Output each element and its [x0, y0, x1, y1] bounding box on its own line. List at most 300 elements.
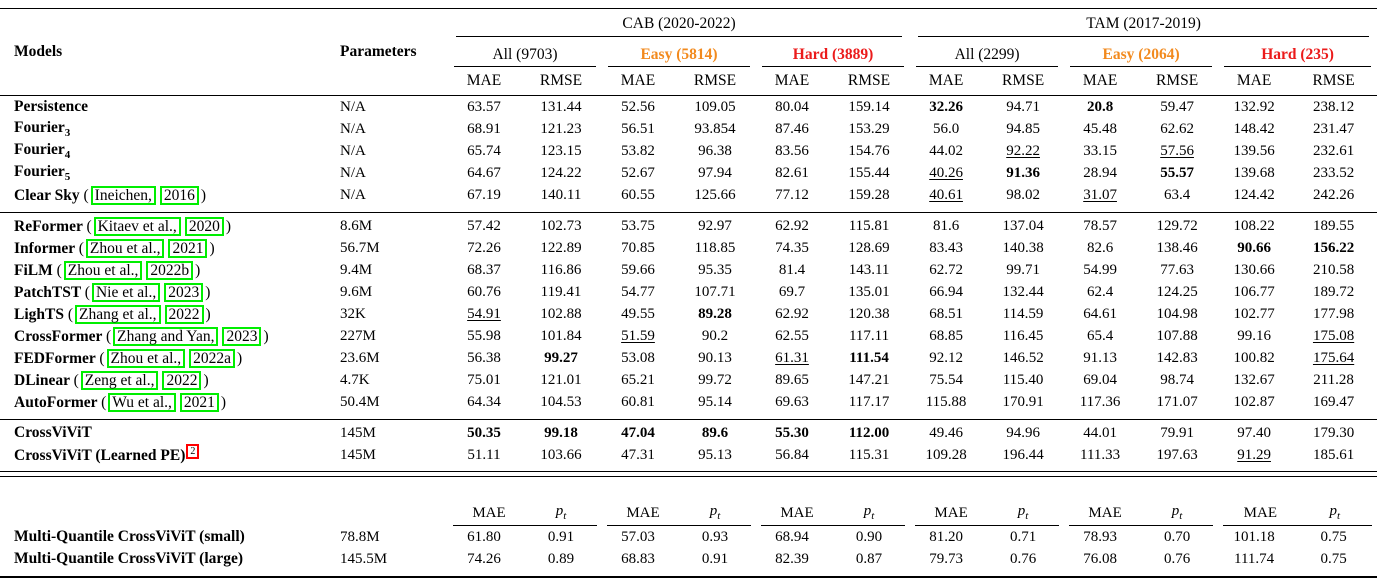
row-fedformer: [0, 347, 1377, 369]
value-cell: 51.11: [467, 446, 501, 463]
value-cell: 130.66: [1233, 261, 1275, 278]
value-cell: 57.42: [467, 217, 501, 234]
value-cell: 197.63: [1156, 446, 1198, 463]
value-cell: 80.04: [775, 98, 809, 115]
parameters-cell: N/A: [340, 120, 366, 137]
value-cell: 0.87: [855, 550, 883, 567]
model-name-cell: [0, 96, 336, 119]
value-cell: 140.38: [1002, 239, 1044, 256]
value-cell: 156.22: [1312, 239, 1355, 256]
model-name-cell: [0, 237, 336, 259]
citation-link-box[interactable]: Zhou et al.,: [86, 239, 165, 258]
value-cell: 109.28: [925, 446, 967, 463]
value-cell: 99.18: [544, 424, 578, 441]
value-cell: 189.55: [1312, 217, 1355, 234]
metric-header-pt: $p_t$: [555, 503, 567, 522]
value-cell: 54.91: [467, 305, 501, 322]
table-body: [0, 96, 1377, 578]
text: ): [225, 217, 231, 235]
value-cell: 81.4: [778, 261, 806, 278]
value-cell: 99.16: [1237, 327, 1271, 344]
value-cell: 68.85: [929, 327, 963, 344]
model-name-cell: [0, 369, 336, 391]
value-cell: 175.08: [1312, 327, 1355, 344]
text: ): [209, 239, 215, 257]
metric-header-mae: MAE: [1064, 67, 1136, 96]
value-cell: 116.45: [1002, 327, 1044, 344]
quantile-metric-header: [1064, 496, 1218, 526]
citation-link-box[interactable]: 2021: [168, 239, 207, 258]
value-cell: 153.29: [848, 120, 890, 137]
value-cell: 103.66: [540, 446, 582, 463]
model-name: CrossViViT: [14, 424, 92, 441]
value-cell: 83.56: [775, 142, 809, 159]
value-cell: 102.87: [1233, 393, 1275, 410]
value-cell: 66.94: [929, 283, 963, 300]
citation-link-box[interactable]: Zhang et al.,: [75, 305, 160, 324]
value-cell: 154.76: [848, 142, 890, 159]
parameters-cell-empty: [336, 496, 448, 526]
value-cell: 147.21: [848, 371, 890, 388]
citation-link-box[interactable]: Zhou et al.,: [64, 261, 143, 280]
citation-link-box[interactable]: 2016: [160, 186, 199, 205]
value-cell: 115.31: [848, 446, 890, 463]
value-cell: 242.26: [1312, 186, 1355, 203]
row-film: [0, 259, 1377, 281]
midrule: [0, 206, 1377, 215]
row-crossvivit-learned-pe: [0, 444, 1377, 466]
citation-link-box[interactable]: 2022: [162, 371, 201, 390]
value-cell: 40.26: [929, 164, 963, 181]
model-name: DLinear: [14, 371, 74, 389]
quantile-metric-header: [448, 496, 602, 526]
row-multi-quantile-crossvivit-large: [0, 548, 1377, 570]
value-cell: 132.92: [1233, 98, 1275, 115]
value-cell: 62.72: [929, 261, 963, 278]
row-patchtst: [0, 281, 1377, 303]
value-cell: 135.01: [848, 283, 890, 300]
metric-header-pt: $p_t$: [709, 503, 721, 522]
model-name: Clear Sky: [14, 186, 84, 204]
model-name: ReFormer: [14, 217, 87, 235]
text: (: [86, 217, 92, 235]
value-cell: 100.82: [1233, 349, 1275, 366]
value-cell: 175.64: [1312, 349, 1355, 366]
results-table: [0, 8, 1377, 578]
parameters-cell: 145.5M: [340, 550, 388, 567]
value-cell: 138.46: [1156, 239, 1198, 256]
text: ): [237, 349, 243, 367]
value-cell: 128.69: [848, 239, 890, 256]
value-cell: 54.99: [1083, 261, 1117, 278]
value-cell: 62.92: [775, 305, 809, 322]
subgroup-header-tam-easy: Easy (2064): [1064, 37, 1218, 67]
value-cell: 94.85: [1006, 120, 1040, 137]
value-cell: 53.82: [621, 142, 655, 159]
value-cell: 98.74: [1160, 371, 1194, 388]
value-cell: 106.77: [1233, 283, 1275, 300]
value-cell: 122.89: [540, 239, 582, 256]
metric-header-mae: MAE: [472, 505, 506, 521]
model-name-cell: [0, 140, 336, 162]
metric-header-rmse: RMSE: [982, 67, 1064, 96]
value-cell: 52.67: [621, 164, 655, 181]
citation-link-box[interactable]: Zhou et al.,: [107, 349, 186, 368]
midrule: [0, 206, 1377, 215]
value-cell: 69.63: [775, 393, 809, 410]
model-name: PatchTST: [14, 283, 85, 301]
group-title-cab: CAB (2020-2022): [622, 15, 736, 32]
value-cell: 140.11: [540, 186, 582, 203]
value-cell: 57.03: [621, 528, 655, 545]
value-cell: 53.08: [621, 349, 655, 366]
parameters-cell: 227M: [340, 327, 376, 344]
spacer: [0, 479, 1377, 496]
citation-link-box[interactable]: Wu et al.,: [108, 393, 176, 412]
metric-header-mae: MAE: [1243, 505, 1277, 521]
value-cell: 78.93: [1083, 528, 1117, 545]
model-name: Informer: [14, 239, 79, 257]
parameters-cell: 145M: [340, 446, 376, 463]
value-cell: 0.71: [1009, 528, 1037, 545]
value-cell: 75.54: [929, 371, 963, 388]
value-cell: 139.56: [1233, 142, 1275, 159]
midrule: [0, 413, 1377, 422]
text: ): [205, 305, 211, 323]
value-cell: 89.65: [775, 371, 809, 388]
citation-link-box[interactable]: 2021: [180, 393, 219, 412]
parameters-cell: 32K: [340, 305, 366, 322]
text: ): [205, 283, 211, 301]
value-cell: 94.96: [1006, 424, 1040, 441]
bottom-spacer: [0, 570, 1377, 577]
quantile-header-row: [0, 496, 1377, 526]
value-cell: 60.76: [467, 283, 501, 300]
value-cell: 63.57: [467, 98, 501, 115]
row-informer: [0, 237, 1377, 259]
value-cell: 107.88: [1156, 327, 1198, 344]
value-cell: 91.13: [1083, 349, 1117, 366]
value-cell: 68.83: [621, 550, 655, 567]
value-cell: 99.27: [544, 349, 578, 366]
text: (: [56, 261, 62, 279]
value-cell: 129.72: [1156, 217, 1198, 234]
parameters-cell: 50.4M: [340, 393, 380, 410]
value-cell: 117.11: [848, 327, 890, 344]
row-autoformer: [0, 391, 1377, 413]
column-header-parameters: Parameters: [336, 9, 448, 96]
subgroup-header-cab-easy: Easy (5814): [602, 37, 756, 67]
value-cell: 52.56: [621, 98, 655, 115]
value-cell: 99.72: [698, 371, 732, 388]
value-cell: 53.75: [621, 217, 655, 234]
metric-header-mae: MAE: [626, 505, 660, 521]
value-cell: 65.21: [621, 371, 655, 388]
value-cell: 95.14: [698, 393, 732, 410]
citation-link-box[interactable]: Ineichen,: [91, 186, 156, 205]
citation-link-box[interactable]: 2022: [165, 305, 204, 324]
value-cell: 170.91: [1002, 393, 1044, 410]
value-cell: 142.83: [1156, 349, 1198, 366]
value-cell: 96.38: [698, 142, 732, 159]
value-cell: 111.74: [1234, 550, 1275, 567]
metric-header-pt: $p_t$: [863, 503, 875, 522]
value-cell: 211.28: [1313, 371, 1354, 388]
value-cell: 92.97: [698, 217, 732, 234]
row-fourier: [0, 162, 1377, 184]
row-persistence: [0, 96, 1377, 119]
text: (: [67, 305, 74, 323]
value-cell: 101.84: [540, 327, 582, 344]
value-cell: 102.73: [540, 217, 582, 234]
value-cell: 125.66: [694, 186, 736, 203]
value-cell: 62.62: [1160, 120, 1194, 137]
value-cell: 49.46: [929, 424, 963, 441]
value-cell: 61.31: [775, 349, 809, 366]
value-cell: 28.94: [1083, 164, 1117, 181]
subgroup-header-tam-hard: Hard (235): [1218, 37, 1377, 67]
text: ): [220, 393, 227, 411]
row-fourier: [0, 118, 1377, 140]
metric-header-mae: MAE: [780, 505, 814, 521]
model-name-cell: [0, 325, 336, 347]
value-cell: 62.4: [1086, 283, 1114, 300]
model-name-subscript: 3: [64, 127, 71, 140]
value-cell: 56.38: [467, 349, 501, 366]
value-cell: 61.80: [467, 528, 501, 545]
value-cell: 82.6: [1086, 239, 1114, 256]
model-name-cell: [0, 422, 336, 444]
row-reformer: [0, 215, 1377, 237]
value-cell: 232.61: [1312, 142, 1355, 159]
text: ): [200, 186, 207, 204]
value-cell: 91.29: [1237, 446, 1271, 463]
value-cell: 0.90: [855, 528, 883, 545]
value-cell: 238.12: [1312, 98, 1355, 115]
parameters-cell: 23.6M: [340, 349, 380, 366]
value-cell: 0.76: [1009, 550, 1037, 567]
value-cell: 102.88: [540, 305, 582, 322]
row-lights: [0, 303, 1377, 325]
value-cell: 69.7: [778, 283, 806, 300]
value-cell: 87.46: [775, 120, 809, 137]
citation-link-box[interactable]: Kitaev et al.,: [94, 217, 181, 236]
group-header-tam: [910, 9, 1377, 38]
value-cell: 70.85: [621, 239, 655, 256]
value-cell: 159.28: [848, 186, 890, 203]
model-name-cell: [0, 303, 336, 325]
value-cell: 78.57: [1083, 217, 1117, 234]
text: (: [84, 283, 90, 301]
value-cell: 0.76: [1163, 550, 1191, 567]
value-cell: 210.58: [1312, 261, 1355, 278]
row-crossformer: [0, 325, 1377, 347]
value-cell: 111.54: [849, 349, 889, 366]
value-cell: 121.23: [540, 120, 582, 137]
value-cell: 93.854: [694, 120, 736, 137]
value-cell: 98.02: [1006, 186, 1040, 203]
value-cell: 185.61: [1312, 446, 1355, 463]
value-cell: 74.35: [775, 239, 809, 256]
value-cell: 112.00: [848, 424, 890, 441]
model-name: FiLM: [14, 261, 57, 279]
value-cell: 118.85: [694, 239, 736, 256]
value-cell: 50.35: [467, 424, 501, 441]
footnote-link-box[interactable]: 2: [186, 444, 199, 459]
model-name: Fourier: [14, 118, 65, 136]
value-cell: 143.11: [848, 261, 890, 278]
quantile-metric-header: [756, 496, 910, 526]
value-cell: 56.0: [932, 120, 960, 137]
value-cell: 44.01: [1083, 424, 1117, 441]
text: (: [101, 393, 107, 411]
value-cell: 68.37: [467, 261, 501, 278]
value-cell: 65.4: [1086, 327, 1114, 344]
value-cell: 81.6: [932, 217, 960, 234]
value-cell: 115.81: [848, 217, 890, 234]
text: ): [263, 327, 269, 345]
row-multi-quantile-crossvivit-small: [0, 526, 1377, 548]
value-cell: 95.13: [698, 446, 732, 463]
row-clear-sky: [0, 184, 1377, 206]
value-cell: 83.43: [929, 239, 963, 256]
value-cell: 115.40: [1002, 371, 1044, 388]
metric-header-mae: MAE: [602, 67, 674, 96]
model-name-cell: [0, 162, 336, 184]
parameters-cell: N/A: [340, 142, 366, 159]
value-cell: 104.53: [540, 393, 582, 410]
metric-header-rmse: RMSE: [828, 67, 910, 96]
spacer: [0, 479, 1377, 496]
value-cell: 148.42: [1233, 120, 1275, 137]
value-cell: 124.22: [540, 164, 582, 181]
value-cell: 231.47: [1312, 120, 1355, 137]
parameters-cell: N/A: [340, 164, 366, 181]
value-cell: 89.6: [701, 424, 729, 441]
model-name: AutoFormer: [14, 393, 102, 411]
value-cell: 90.13: [698, 349, 732, 366]
value-cell: 0.89: [547, 550, 575, 567]
value-cell: 62.55: [775, 327, 809, 344]
citation-link-box[interactable]: Zhang and Yan,: [113, 327, 218, 346]
quantile-metric-header: [1218, 496, 1377, 526]
model-name: Fourier: [14, 140, 65, 158]
value-cell: 0.75: [1320, 528, 1347, 545]
value-cell: 60.81: [621, 393, 655, 410]
text: (: [73, 371, 79, 389]
value-cell: 47.04: [621, 424, 655, 441]
value-cell: 54.77: [621, 283, 655, 300]
value-cell: 0.75: [1320, 550, 1347, 567]
value-cell: 74.26: [467, 550, 501, 567]
value-cell: 123.15: [540, 142, 582, 159]
parameters-cell: 9.6M: [340, 283, 373, 300]
value-cell: 56.51: [621, 120, 655, 137]
value-cell: 33.15: [1083, 142, 1117, 159]
value-cell: 91.36: [1006, 164, 1040, 181]
value-cell: 137.04: [1002, 217, 1044, 234]
value-cell: 124.25: [1156, 283, 1198, 300]
midrule: [0, 413, 1377, 422]
value-cell: 55.98: [467, 327, 501, 344]
value-cell: 55.30: [775, 424, 809, 441]
value-cell: 155.44: [848, 164, 890, 181]
value-cell: 68.94: [775, 528, 809, 545]
citation-link-box[interactable]: 2023: [164, 283, 203, 302]
value-cell: 102.77: [1233, 305, 1275, 322]
value-cell: 171.07: [1156, 393, 1198, 410]
citation-link-box[interactable]: 2020: [185, 217, 224, 236]
value-cell: 45.48: [1083, 120, 1117, 137]
column-header-models: Models: [0, 9, 336, 96]
value-cell: 131.44: [540, 98, 582, 115]
model-name-cell: [0, 259, 336, 281]
value-cell: 107.71: [694, 283, 736, 300]
value-cell: 44.02: [929, 142, 963, 159]
citation-link-box[interactable]: Nie et al.,: [92, 283, 160, 302]
metric-header-pt: $p_t$: [1329, 503, 1341, 522]
text: (: [83, 186, 89, 204]
double-rule: [0, 466, 1377, 479]
citation-link-box[interactable]: 2022a: [189, 349, 235, 368]
model-name: CrossViViT (Learned PE): [14, 447, 186, 465]
model-name-cell: [0, 526, 336, 548]
model-name-cell: [0, 347, 336, 369]
parameters-cell: 78.8M: [340, 528, 380, 545]
model-name: Multi-Quantile CrossViViT (large): [14, 550, 244, 567]
value-cell: 76.08: [1083, 550, 1117, 567]
value-cell: 117.36: [1079, 393, 1121, 410]
value-cell: 31.07: [1083, 186, 1117, 203]
text: (: [105, 327, 112, 345]
value-cell: 32.26: [929, 98, 963, 115]
value-cell: 75.01: [467, 371, 501, 388]
value-cell: 82.39: [775, 550, 809, 567]
subgroup-header-cab-all: All (9703): [448, 37, 602, 67]
value-cell: 114.59: [1002, 305, 1044, 322]
value-cell: 40.61: [929, 186, 963, 203]
table-header: [0, 9, 1377, 96]
text: (: [78, 239, 84, 257]
value-cell: 99.71: [1006, 261, 1040, 278]
model-name-cell: [0, 281, 336, 303]
value-cell: 94.71: [1006, 98, 1040, 115]
model-name-cell: [0, 184, 336, 206]
model-name: LighTS: [14, 305, 68, 323]
row-dlinear: [0, 369, 1377, 391]
parameters-cell: N/A: [340, 186, 366, 203]
value-cell: 132.67: [1233, 371, 1275, 388]
metric-header-pt: $p_t$: [1017, 503, 1029, 522]
value-cell: 233.52: [1312, 164, 1355, 181]
value-cell: 108.22: [1233, 217, 1275, 234]
value-cell: 196.44: [1002, 446, 1044, 463]
model-name: Fourier: [14, 162, 65, 180]
citation-link-box[interactable]: 2022b: [146, 261, 193, 280]
model-name: Persistence: [14, 98, 89, 115]
citation-link-box[interactable]: 2023: [222, 327, 261, 346]
value-cell: 104.98: [1156, 305, 1198, 322]
metric-header-pt: $p_t$: [1171, 503, 1183, 522]
value-cell: 90.66: [1237, 239, 1271, 256]
text: (: [99, 349, 105, 367]
double-rule: [0, 466, 1377, 479]
value-cell: 64.67: [467, 164, 501, 181]
parameters-cell: 145M: [340, 424, 376, 441]
value-cell: 97.94: [698, 164, 732, 181]
quantile-metric-header: [602, 496, 756, 526]
citation-link-box[interactable]: Zeng et al.,: [81, 371, 159, 390]
